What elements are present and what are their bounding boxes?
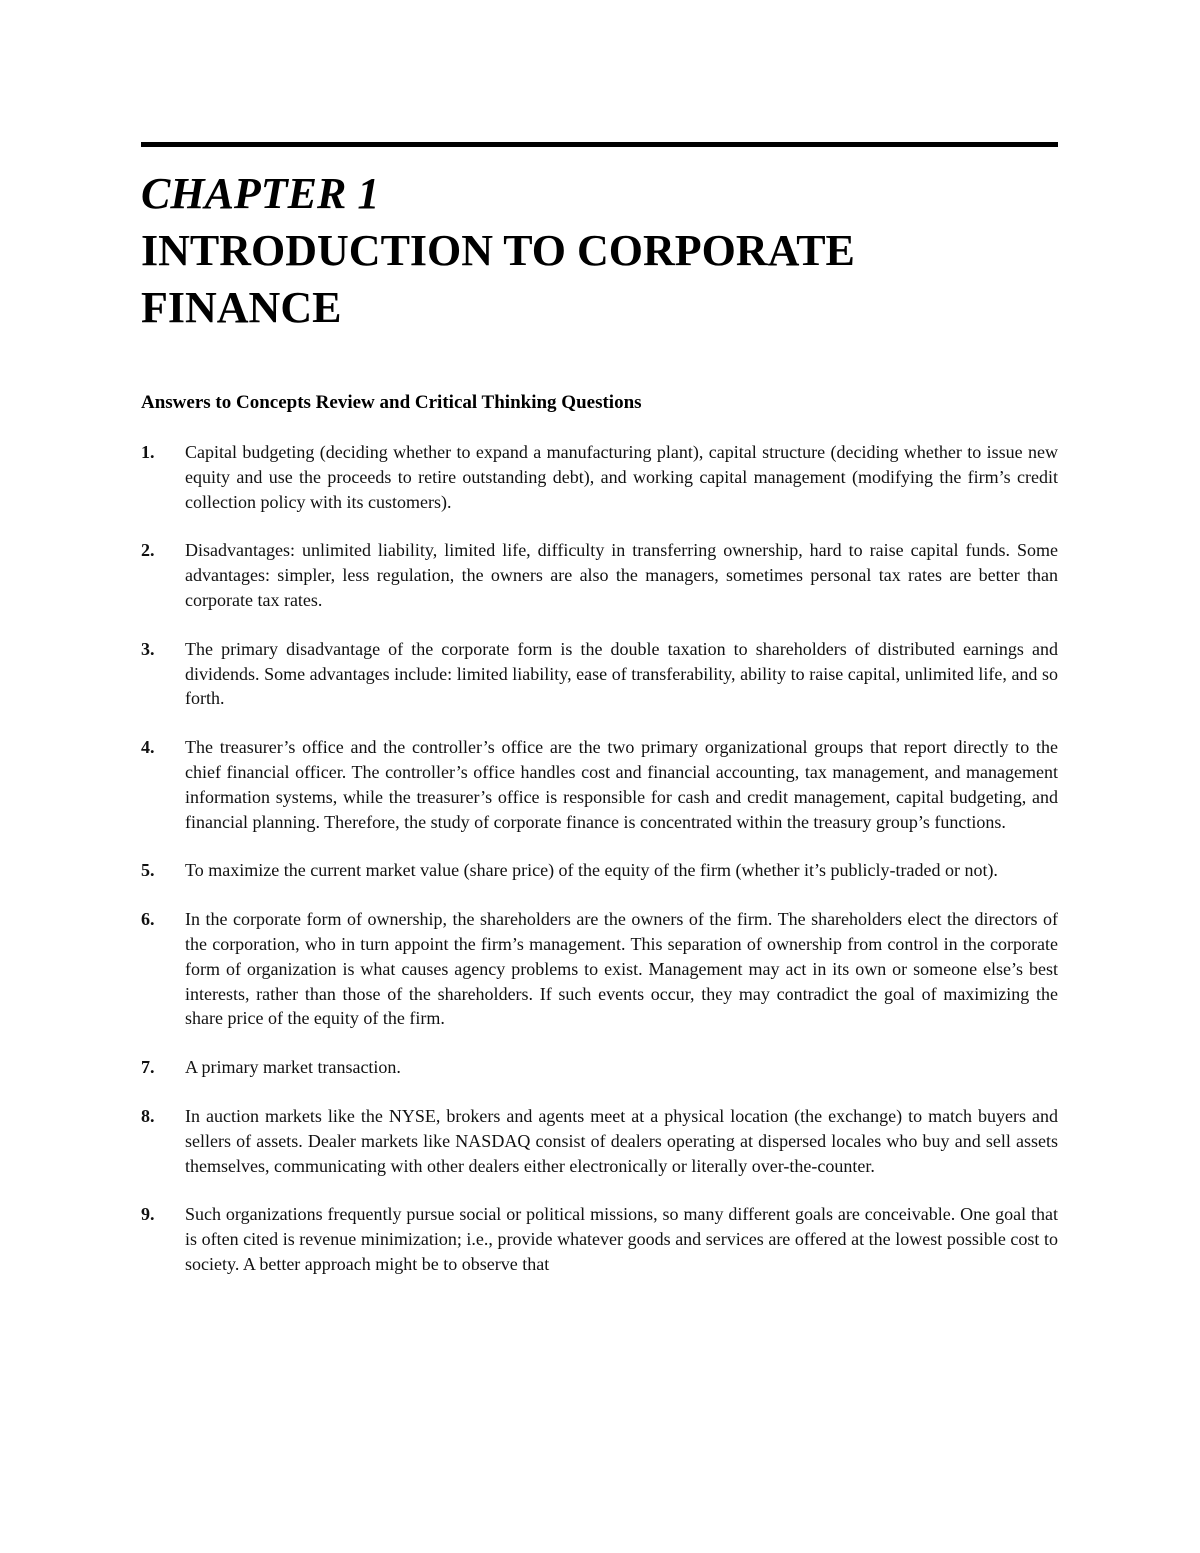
answer-text: Such organizations frequently pursue social or political missions, so many different goals are conceivable. One goal that is often cited is revenue minimization; i.e., provide whatever goods and services are offered at the lowest possible cost to society. A better approach might be to observe that — [185, 1204, 1058, 1274]
answer-item — [141, 538, 1058, 612]
answer-number: 2. — [141, 540, 155, 561]
section-heading: Answers to Concepts Review and Critical Thinking Questions — [141, 392, 642, 413]
answer-number: 8. — [141, 1105, 155, 1126]
answer-text: Disadvantages: unlimited liability, limited life, difficulty in transferring ownership, hard to raise capital funds. Some advantages: simpler, less regulation, the owners are also the managers, sometimes personal tax rates are better than corporate tax rates. — [185, 540, 1058, 610]
answer-item — [141, 637, 1058, 711]
answer-item — [141, 1104, 1058, 1178]
chapter-label: CHAPTER 1 — [141, 169, 380, 218]
answer-number: 4. — [141, 737, 155, 758]
answer-number: 5. — [141, 860, 155, 881]
answer-text: Capital budgeting (deciding whether to expand a manufacturing plant), capital structure (deciding whether to issue new equity and use the proceeds to retire outstanding debt), and working capital management (modifying the firm’s credit collection policy with its customers). — [185, 442, 1058, 512]
answer-item — [141, 858, 1058, 883]
answer-number: 1. — [141, 442, 155, 462]
answer-text: To maximize the current market value (share price) of the equity of the firm (whether it’s publicly-traded or not). — [185, 860, 998, 881]
answer-item — [141, 1055, 1058, 1080]
answer-text: In auction markets like the NYSE, brokers and agents meet at a physical location (the exchange) to match buyers and sellers of assets. Dealer markets like NASDAQ consist of dealers operating at dispersed locales who buy and sell assets themselves, communicating with other dealers either electronically or literally over-the-counter. — [185, 1105, 1058, 1176]
answer-item — [141, 440, 1058, 514]
chapter-title: INTRODUCTION TO CORPORATE FINANCE — [141, 226, 855, 332]
answer-text: The treasurer’s office and the controller’s office are the two primary organizational groups that report directly to the chief financial officer. The controller’s office handles cost and financial accounting, tax management, and management information systems, while the treasurer’s office is responsible for cash and credit management, capital budgeting, and financial planning. Therefore, the study of corporate finance is concentrated within the treasury group’s functions. — [185, 737, 1058, 832]
answer-item — [141, 735, 1058, 834]
answer-text: In the corporate form of ownership, the shareholders are the owners of the firm. The shareholders elect the directors of the corporation, who in turn appoint the firm’s management. This separation of ownership from control in the corporate form of organization is what causes agency problems to exist. Management may act in its own or someone else’s best interests, rather than those of the shareholders. If such events occur, they may contradict the goal of maximizing the share price of the equity of the firm. — [185, 909, 1058, 1029]
answer-text: A primary market transaction. — [185, 1057, 401, 1078]
answer-text: The primary disadvantage of the corporate form is the double taxation to shareholders of distributed earnings and dividends. Some advantages include: limited liability, ease of transferability, ability to raise capital, unlimited life, and so forth. — [185, 638, 1058, 709]
answers-list — [141, 440, 1058, 1301]
answer-number: 6. — [141, 909, 155, 930]
answer-number: 3. — [141, 638, 155, 659]
answer-item — [141, 907, 1058, 1031]
answer-number: 7. — [141, 1057, 155, 1078]
answer-number: 9. — [141, 1204, 155, 1225]
chapter-top-rule — [141, 142, 1058, 147]
answer-item — [141, 1202, 1058, 1276]
